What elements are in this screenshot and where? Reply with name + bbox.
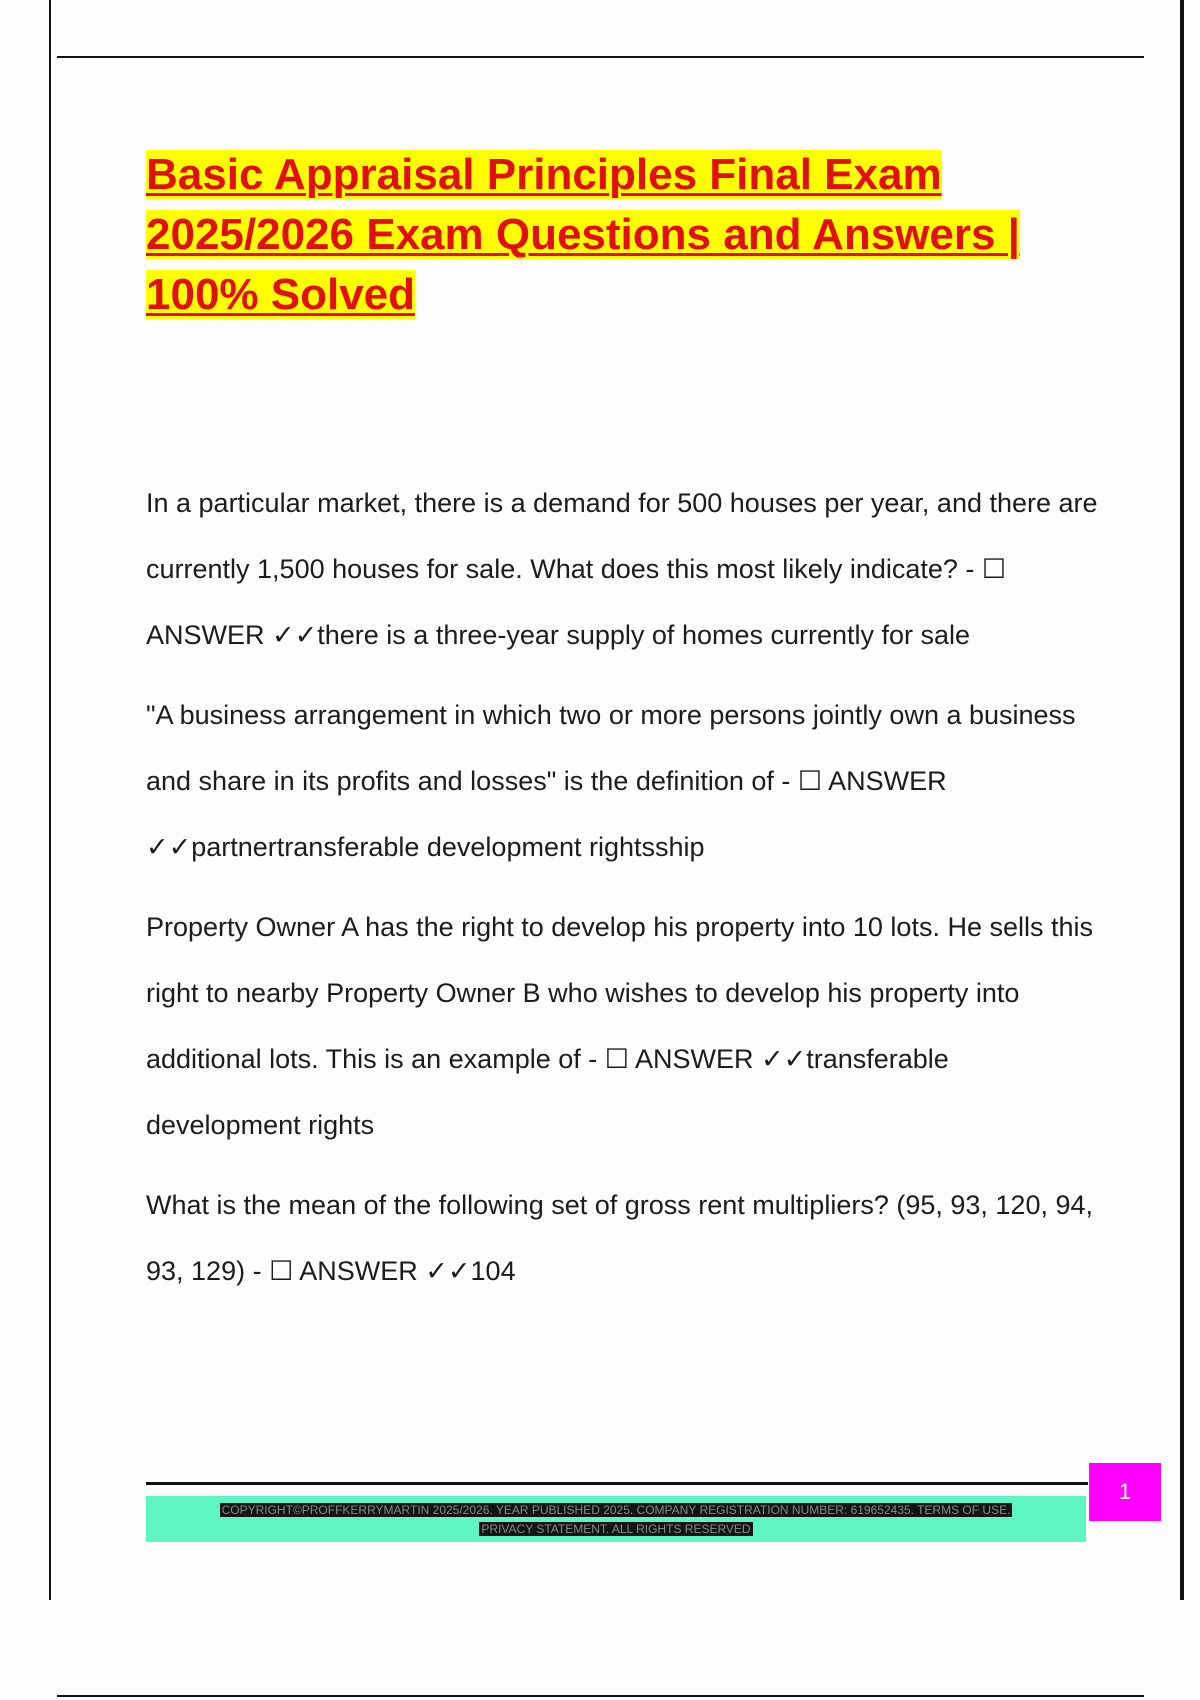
qa-list [146, 470, 1106, 1304]
qa-item-3: Property Owner A has the right to develop his property into 10 lots. He sells this right to nearby Property Owner B who wishes to develop his property into additional lots. This is an example of - ☐ ANSWER ✓✓transferable development rights [146, 912, 1093, 1140]
qa-item-4: What is the mean of the following set of gross rent multipliers? (95, 93, 120, 94, 93, 129) - ☐ ANSWER ✓✓104 [146, 1190, 1093, 1286]
title-text: Basic Appraisal Principles Final Exam 2025/2026 Exam Questions and Answers | 100% Solved [146, 150, 1020, 319]
footer-copyright-bar [146, 1496, 1086, 1542]
footer-copyright [166, 1501, 1066, 1539]
copyright-line-1: COPYRIGHT©PROFFKERRYMARTIN 2025/2026. YEAR PUBLISHED 2025. COMPANY REGISTRATION NUMBER: 619652435. TERMS OF USE. [221, 1503, 1011, 1517]
copyright-line-2: PRIVACY STATEMENT. ALL RIGHTS RESERVED [481, 1522, 751, 1536]
qa-item-2: "A business arrangement in which two or more persons jointly own a business and share in its profits and losses" is the definition of - ☐ ANSWER ✓✓partnertransferable development rightsship [146, 700, 1076, 862]
header-rule [57, 56, 1144, 58]
footer-rule [146, 1482, 1088, 1485]
page-number-badge: 1 [1089, 1463, 1161, 1521]
next-page-rule [57, 1695, 1144, 1697]
page-border-left [49, 0, 51, 1600]
document-title [146, 145, 1096, 325]
qa-item-1: In a particular market, there is a demand for 500 houses per year, and there are currently 1,500 houses for sale. What does this most likely indicate? - ☐ ANSWER ✓✓there is a three-year supply of homes currently for sale [146, 488, 1098, 650]
page-border-right [1180, 0, 1184, 1600]
